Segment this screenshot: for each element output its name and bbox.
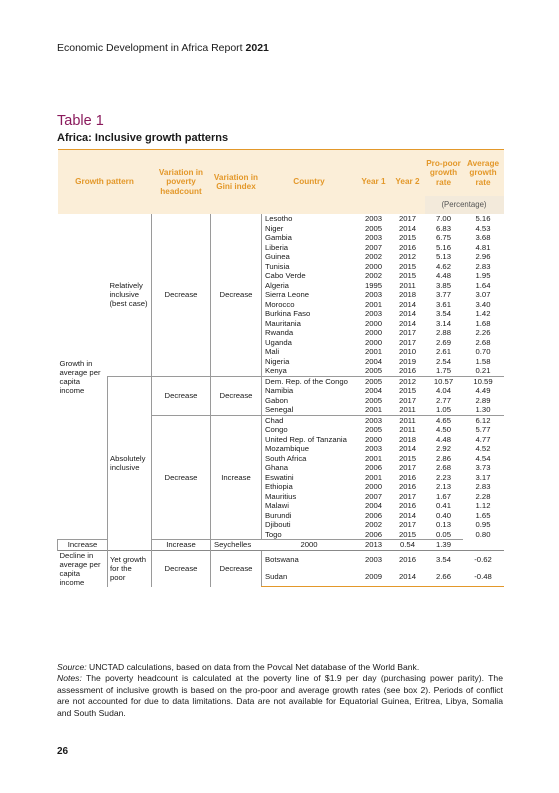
country-cell: United Rep. of Tanzania	[262, 435, 357, 445]
average-rate-cell: 1.95	[475, 271, 491, 281]
country-cell: Cabo Verde	[262, 271, 357, 281]
year2-cell: 2015	[398, 233, 417, 243]
average-rate-cell: 2.28	[475, 491, 491, 501]
country-cell: Congo	[262, 425, 357, 435]
pro-poor-rate-cell: 4.65	[425, 415, 463, 425]
average-rate-cell: 3.40	[475, 299, 491, 309]
year2-cell: 2016	[398, 472, 417, 482]
pro-poor-rate-cell: 4.62	[436, 261, 451, 271]
country-cell: Liberia	[262, 243, 357, 253]
year2-cell: 2010	[398, 347, 417, 357]
subgroup-absolutely-inclusive: Absolutely inclusive	[108, 376, 152, 550]
year2-cell: 2011	[399, 425, 416, 435]
year2-cell: 2014	[398, 510, 417, 520]
year1-cell: 2001	[364, 405, 383, 415]
country-cell: Sudan	[262, 568, 357, 586]
pro-poor-rate-cell: 2.54	[436, 356, 451, 366]
pro-poor-rate-cell: 7.00	[436, 214, 451, 224]
country-cell: Burundi	[262, 511, 357, 521]
pro-poor-rate-cell: 3.61	[436, 299, 451, 309]
country-cell: Mozambique	[262, 444, 357, 454]
average-rate-cell: 1.39	[425, 540, 463, 551]
table-title: Africa: Inclusive growth patterns	[57, 132, 229, 144]
variation-gini-cell: Increase	[152, 540, 211, 551]
year2-cell: 2011	[399, 280, 416, 290]
inclusive-growth-table	[57, 149, 504, 587]
year2-cell: 2015	[398, 529, 417, 539]
year2-cell: 2014	[398, 223, 417, 233]
average-rate-cell: 1.64	[475, 280, 491, 290]
pro-poor-rate-cell: 3.54	[425, 550, 463, 568]
table-row	[58, 214, 504, 224]
pro-poor-rate-cell: 1.75	[436, 366, 451, 376]
year1-cell: 2003	[364, 290, 383, 300]
year2-cell: 2016	[398, 482, 417, 492]
average-rate-cell: 3.68	[475, 233, 491, 243]
variation-poverty-cell: Decrease	[152, 550, 211, 587]
year2-cell: 2018	[398, 434, 417, 444]
year2-cell: 2016	[398, 242, 417, 252]
average-rate-cell: 3.17	[475, 472, 491, 482]
year1-cell: 2006	[364, 463, 383, 473]
average-rate-cell: 2.83	[475, 261, 491, 271]
variation-poverty-cell: Increase	[58, 540, 108, 551]
average-rate-cell: 4.52	[475, 444, 491, 454]
country-cell: Djibouti	[262, 520, 357, 530]
pro-poor-rate-cell: 0.54	[391, 540, 425, 551]
year2-cell: 2012	[391, 376, 425, 386]
variation-gini-cell: Decrease	[211, 550, 262, 587]
header-growth-pattern: Growth pattern	[58, 150, 152, 215]
country-cell: Rwanda	[262, 328, 357, 338]
pro-poor-rate-cell: 6.83	[436, 223, 451, 233]
year1-cell: 2006	[364, 529, 383, 539]
year2-cell: 2017	[398, 337, 417, 347]
pro-poor-rate-cell: 1.67	[436, 491, 451, 501]
pro-poor-rate-cell: 4.48	[436, 434, 451, 444]
average-rate-cell: -0.62	[463, 550, 504, 568]
subgroup-relatively-inclusive: Relatively inclusive (best case)	[109, 281, 148, 309]
country-cell: Senegal	[262, 405, 357, 415]
country-cell: Niger	[262, 224, 357, 234]
country-cell: Sierra Leone	[262, 290, 357, 300]
pro-poor-rate-cell: 5.13	[436, 252, 451, 262]
year1-cell: 2005	[364, 425, 383, 435]
average-rate-cell: 1.12	[475, 501, 491, 511]
header-year1: Year 1	[357, 150, 391, 215]
year1-cell: 2005	[364, 223, 383, 233]
average-rate-cell: 4.81	[475, 242, 491, 252]
country-cell: Dem. Rep. of the Congo	[262, 376, 357, 386]
year1-cell: 2002	[364, 252, 383, 262]
year2-cell: 2017	[398, 214, 417, 224]
notes-text: The poverty headcount is calculated at the poverty line of $1.9 per day (purchasing power parity). The assessment of inclusive growth is based on the pro-poor and average growth rates (see box 2). Periods of conflict are not accounted for due to data limitations. Data are not available for Equatorial Guinea, Eritrea, Libya, Somalia and South Sudan.	[57, 673, 503, 718]
country-cell: Kenya	[262, 366, 357, 376]
variation-poverty-cell: Decrease	[152, 214, 211, 376]
year1-cell: 2000	[262, 540, 357, 551]
pro-poor-rate-cell: 2.86	[436, 453, 451, 463]
country-cell: Algeria	[262, 281, 357, 291]
country-cell: Gabon	[262, 396, 357, 406]
variation-gini-cell: Increase	[211, 415, 262, 540]
year1-cell: 2006	[364, 510, 383, 520]
year1-cell: 2000	[364, 318, 383, 328]
source-note	[57, 662, 503, 673]
country-cell: Tunisia	[262, 262, 357, 272]
pro-poor-rate-cell: 1.05	[436, 405, 451, 415]
year2-cell: 2014	[398, 318, 417, 328]
average-rate-cell: 0.21	[475, 366, 491, 376]
country-cell: Namibia	[262, 386, 357, 396]
notes-block	[57, 662, 503, 719]
average-rate-cell: 0.80	[475, 529, 491, 539]
year1-cell: 2003	[364, 444, 383, 454]
year2-cell: 2015	[398, 261, 417, 271]
year1-cell: 1995	[364, 280, 383, 290]
country-cell: Mauritius	[262, 492, 357, 502]
pro-poor-rate-cell: 2.68	[436, 463, 451, 473]
average-rate-cell: -0.48	[463, 568, 504, 586]
country-cell: Togo	[262, 530, 357, 540]
year2-cell: 2017	[398, 491, 417, 501]
country-cell: Nigeria	[262, 357, 357, 367]
country-cell: Guinea	[262, 252, 357, 262]
header-country: Country	[262, 150, 357, 215]
pro-poor-rate-cell: 5.16	[436, 242, 451, 252]
header-pro-poor: Pro-poor growth rate	[425, 150, 463, 197]
average-rate-cell: 10.59	[463, 376, 504, 386]
average-rate-cell: 1.58	[475, 356, 491, 366]
year1-cell: 2004	[364, 386, 383, 396]
group-growth-avg: Growth in average per capita income	[59, 358, 101, 395]
pro-poor-rate-cell: 2.92	[436, 444, 451, 454]
pro-poor-rate-cell: 3.85	[436, 280, 451, 290]
average-rate-cell: 4.53	[475, 223, 491, 233]
variation-poverty-cell: Decrease	[152, 376, 211, 415]
pro-poor-rate-cell: 2.13	[436, 482, 451, 492]
country-cell: Eswatini	[262, 473, 357, 483]
country-cell: Morocco	[262, 300, 357, 310]
year2-cell: 2014	[398, 309, 417, 319]
pro-poor-rate-cell: 2.66	[425, 568, 463, 586]
country-cell: Uganda	[262, 338, 357, 348]
average-rate-cell: 1.68	[475, 318, 491, 328]
year2-cell: 2014	[391, 568, 425, 586]
country-cell: Ethiopia	[262, 482, 357, 492]
notes-label: Notes:	[57, 673, 82, 684]
country-cell: Ghana	[262, 463, 357, 473]
year2-cell: 2015	[398, 386, 417, 396]
year2-cell: 2017	[398, 395, 417, 405]
pro-poor-rate-cell: 2.61	[436, 347, 451, 357]
pro-poor-rate-cell: 0.05	[436, 529, 451, 539]
year2-cell: 2019	[398, 356, 417, 366]
year1-cell: 2000	[364, 337, 383, 347]
header-variation-gini: Variation in Gini index	[211, 150, 262, 215]
pro-poor-rate-cell: 2.77	[436, 395, 451, 405]
variation-gini-cell: Decrease	[211, 214, 262, 376]
year2-cell: 2012	[398, 252, 417, 262]
year1-cell: 2002	[364, 520, 383, 530]
average-rate-cell: 1.42	[475, 309, 491, 319]
average-rate-cell: 4.49	[475, 386, 491, 396]
average-rate-cell: 2.89	[475, 395, 491, 405]
year2-cell: 2015	[398, 453, 417, 463]
year1-cell: 2001	[364, 347, 383, 357]
country-cell: Mali	[262, 347, 357, 357]
table-body	[58, 214, 504, 587]
year2-cell: 2016	[398, 501, 417, 511]
country-cell: Lesotho	[262, 214, 357, 224]
year2-cell: 2015	[398, 271, 417, 281]
year1-cell: 2000	[364, 261, 383, 271]
year1-cell: 2003	[357, 550, 391, 568]
year2-cell: 2016	[398, 366, 417, 376]
year2-cell: 2018	[398, 290, 417, 300]
header-percentage: (Percentage)	[425, 196, 504, 214]
year1-cell: 2005	[357, 376, 391, 386]
year1-cell: 2003	[364, 233, 383, 243]
pro-poor-rate-cell: 3.77	[436, 290, 451, 300]
year1-cell: 2009	[357, 568, 391, 586]
average-rate-cell: 1.65	[475, 510, 491, 520]
pro-poor-rate-cell: 4.48	[436, 271, 451, 281]
table-row	[58, 376, 504, 386]
source-label: Source:	[57, 662, 87, 672]
year2-cell: 2011	[399, 405, 416, 415]
year1-cell: 2004	[364, 501, 383, 511]
year2-cell: 2016	[391, 550, 425, 568]
year2-cell: 2013	[357, 540, 391, 551]
pro-poor-rate-cell: 4.50	[436, 425, 451, 435]
table-row	[58, 550, 504, 568]
pro-poor-rate-cell: 10.57	[425, 376, 463, 386]
year2-cell: 2014	[398, 444, 417, 454]
year1-cell: 2005	[364, 366, 383, 376]
country-cell: Seychelles	[211, 540, 262, 551]
year1-cell: 2001	[364, 453, 383, 463]
year2-cell: 2017	[398, 463, 417, 473]
average-rate-cell: 5.16	[475, 214, 491, 224]
year2-cell: 2017	[398, 520, 417, 530]
country-cell: South Africa	[262, 454, 357, 464]
average-rate-cell: 0.70	[475, 347, 491, 357]
pro-poor-rate-cell: 2.69	[436, 337, 451, 347]
average-rate-cell: 6.12	[463, 415, 504, 425]
year1-cell: 2000	[364, 482, 383, 492]
country-cell: Gambia	[262, 233, 357, 243]
average-rate-cell: 2.83	[475, 482, 491, 492]
average-rate-cell: 5.77	[475, 425, 491, 435]
table-label: Table 1	[57, 113, 104, 129]
year2-cell: 2011	[391, 415, 425, 425]
average-rate-cell: 2.26	[475, 328, 491, 338]
country-cell: Malawi	[262, 501, 357, 511]
average-rate-cell: 3.73	[475, 463, 491, 473]
notes-paragraph	[57, 673, 503, 719]
pro-poor-rate-cell: 0.41	[436, 501, 451, 511]
year1-cell: 2002	[364, 271, 383, 281]
year1-cell: 2003	[357, 415, 391, 425]
country-cell: Mauritania	[262, 319, 357, 329]
year1-cell: 2003	[364, 309, 383, 319]
variation-poverty-cell: Decrease	[152, 415, 211, 540]
pro-poor-rate-cell: 4.04	[436, 386, 451, 396]
header-average: Average growth rate	[463, 150, 504, 197]
report-year: 2021	[245, 42, 269, 54]
year1-cell: 2005	[364, 395, 383, 405]
pro-poor-rate-cell: 6.75	[436, 233, 451, 243]
year1-cell: 2001	[364, 299, 383, 309]
average-rate-cell: 0.95	[475, 520, 491, 530]
running-head	[57, 42, 269, 54]
source-text: UNCTAD calculations, based on data from the Povcal Net database of the World Bank.	[86, 662, 420, 672]
average-rate-cell: 4.54	[475, 453, 491, 463]
pro-poor-rate-cell: 0.40	[436, 510, 451, 520]
year1-cell: 2007	[364, 242, 383, 252]
header-year2: Year 2	[391, 150, 425, 215]
page-number: 26	[57, 746, 69, 757]
year1-cell: 2004	[364, 356, 383, 366]
subgroup-yet-growth-poor: Yet growth for the poor	[108, 550, 152, 587]
average-rate-cell: 1.30	[475, 405, 491, 415]
average-rate-cell: 2.68	[475, 337, 491, 347]
country-cell: Chad	[262, 415, 357, 425]
country-cell: Burkina Faso	[262, 309, 357, 319]
report-title: Economic Development in Africa Report	[57, 42, 246, 54]
pro-poor-rate-cell: 3.14	[436, 318, 451, 328]
year1-cell: 2001	[364, 472, 383, 482]
year2-cell: 2017	[398, 328, 417, 338]
group-decline-avg: Decline in average per capita income	[58, 550, 108, 587]
pro-poor-rate-cell: 2.88	[436, 328, 451, 338]
year1-cell: 2007	[364, 491, 383, 501]
year1-cell: 2000	[364, 328, 383, 338]
average-rate-cell: 4.77	[475, 434, 491, 444]
year2-cell: 2014	[398, 299, 417, 309]
pro-poor-rate-cell: 2.23	[436, 472, 451, 482]
average-rate-cell: 2.96	[475, 252, 491, 262]
variation-gini-cell: Decrease	[211, 376, 262, 415]
pro-poor-rate-cell: 3.54	[436, 309, 451, 319]
pro-poor-rate-cell: 0.13	[436, 520, 451, 530]
country-cell: Botswana	[262, 550, 357, 568]
header-variation-poverty: Variation in poverty headcount	[152, 150, 211, 215]
average-rate-cell: 3.07	[475, 290, 491, 300]
year1-cell: 2000	[364, 434, 383, 444]
year1-cell: 2003	[364, 214, 383, 224]
